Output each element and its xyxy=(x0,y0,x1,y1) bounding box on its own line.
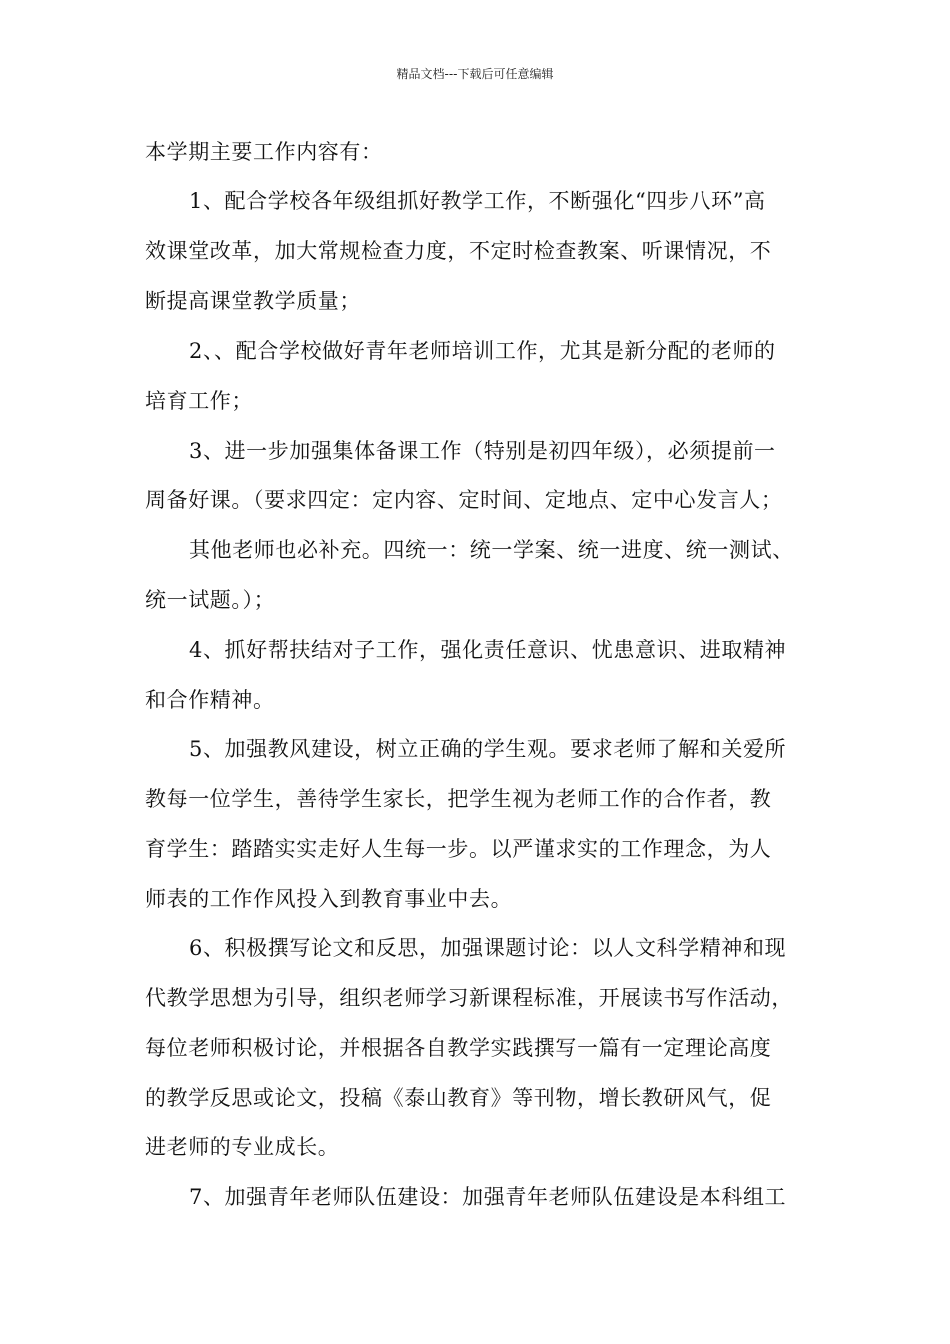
item-5-line-4: 师表的工作作风投入到教育事业中去。 xyxy=(145,887,513,911)
item-5-line-1: 5、加强教风建设，树立正确的学生观。要求老师了解和关爱所 xyxy=(189,737,787,761)
item-1-line-2: 效课堂改革，加大常规检查力度，不定时检查教案、听课情况，不 xyxy=(145,239,772,263)
item-6-line-3: 每位老师积极讨论，并根据各自教学实践撰写一篇有一定理论高度 xyxy=(145,1036,772,1060)
item-3-line-4: 统一试题。）； xyxy=(145,588,276,612)
item-3-line-1: 3、进一步加强集体备课工作（特别是初四年级），必须提前一 xyxy=(189,439,776,463)
item-4-line-1: 4、抓好帮扶结对子工作，强化责任意识、忧患意识、进取精神 xyxy=(189,638,787,662)
item-4-line-2: 和合作精神。 xyxy=(145,688,275,712)
item-1-line-3: 断提高课堂教学质量； xyxy=(145,289,361,313)
item-6-line-1: 6、积极撰写论文和反思，加强课题讨论：以人文科学精神和现 xyxy=(189,936,787,960)
item-5-line-2: 教每一位学生，善待学生家长，把学生视为老师工作的合作者，教 xyxy=(145,787,772,811)
item-6-line-4: 的教学反思或论文，投稿《泰山教育》等刊物，增长教研风气，促 xyxy=(145,1086,772,1110)
page-header: 精品文档---下载后可任意编辑 xyxy=(396,67,554,81)
item-7-line-1: 7、加强青年老师队伍建设：加强青年老师队伍建设是本科组工 xyxy=(189,1185,787,1209)
intro-line: 本学期主要工作内容有： xyxy=(145,140,383,164)
item-1-line-1: 1、配合学校各年级组抓好教学工作，不断强化“四步八环”高 xyxy=(189,189,766,213)
item-2-line-2: 培育工作； xyxy=(145,389,253,413)
item-3-line-2: 周备好课。（要求四定：定内容、定时间、定地点、定中心发言人； xyxy=(145,488,783,512)
item-6-line-5: 进老师的专业成长。 xyxy=(145,1135,340,1159)
item-3-line-3: 其他老师也必补充。四统一：统一学案、统一进度、统一测试、 xyxy=(189,538,794,562)
item-2-line-1: 2、、配合学校做好青年老师培训工作，尤其是新分配的老师的 xyxy=(189,339,776,363)
item-5-line-3: 育学生：踏踏实实走好人生每一步。以严谨求实的工作理念，为人 xyxy=(145,837,772,861)
item-6-line-2: 代教学思想为引导，组织老师学习新课程标准，开展读书写作活动， xyxy=(145,986,793,1010)
